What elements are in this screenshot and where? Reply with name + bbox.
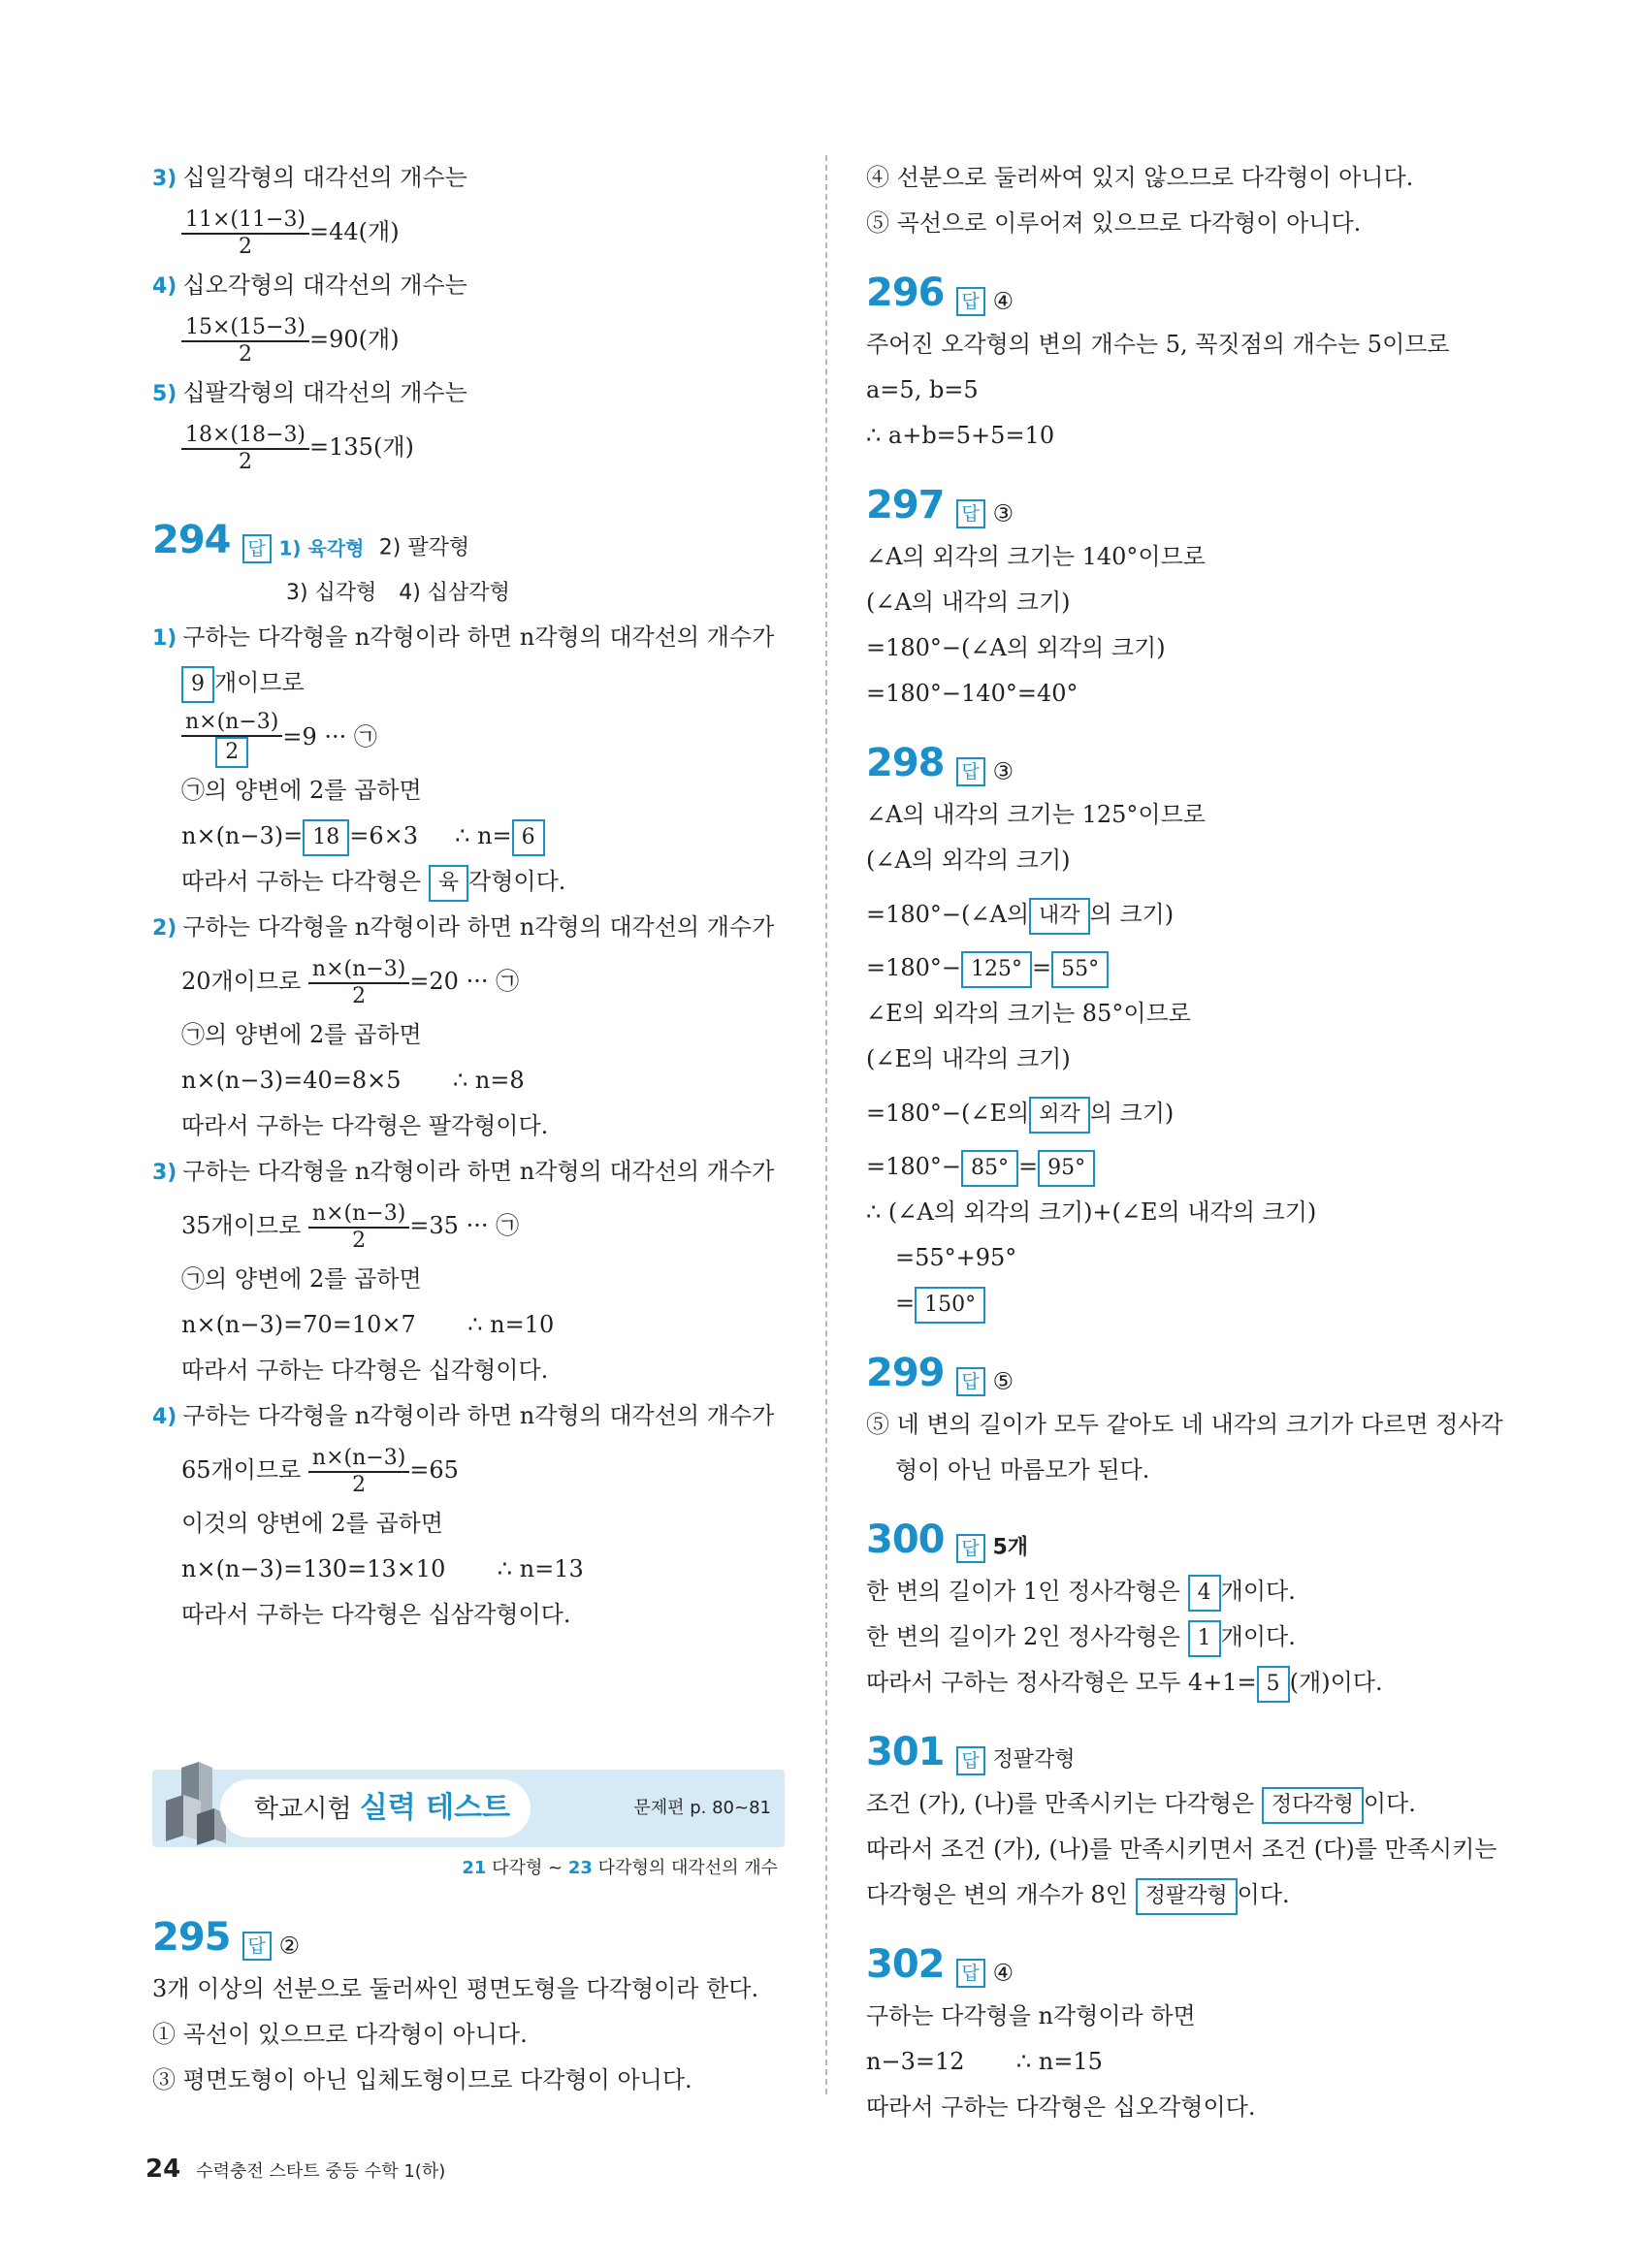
text-span: =55°+95° xyxy=(895,1244,1017,1271)
text-span: 답 xyxy=(956,757,985,786)
text-span: 따라서 구하는 다각형은 십삼각형이다. xyxy=(181,1601,571,1628)
text-line xyxy=(866,1144,1506,1190)
text-line xyxy=(866,322,1506,367)
text-span: n×(n−3)= xyxy=(181,822,304,849)
text-span: (∠A의 내각의 크기) xyxy=(866,589,1071,616)
text-line xyxy=(152,1501,792,1547)
text-span: ∴ n=8 xyxy=(452,1067,525,1094)
text-span: =180°−(∠E의 xyxy=(866,1100,1030,1127)
text-line xyxy=(152,416,792,478)
text-span: =180°−(∠A의 xyxy=(866,901,1030,928)
text-line xyxy=(866,945,1506,991)
text-span: 21 xyxy=(462,1858,487,1878)
text-span: 형이 아닌 마름모가 된다. xyxy=(895,1456,1150,1484)
text-span: 3개 이상의 선분으로 둘러싸인 평면도형을 다각형이라 한다. xyxy=(152,1975,759,2002)
text-span: 301 xyxy=(866,1730,945,1774)
text-line xyxy=(866,201,1506,246)
text-span: =180°−(∠A의 외각의 크기) xyxy=(866,634,1166,661)
text-span: 조건 (가), (나)를 만족시키는 다각형은 xyxy=(866,1790,1255,1817)
text-span: =180°− xyxy=(866,1153,962,1180)
text-span: 3) 십각형 xyxy=(286,581,377,605)
text-span: ③ xyxy=(992,499,1014,527)
text-line xyxy=(152,1149,792,1195)
text-span: 296 xyxy=(866,271,945,315)
text-span: n×(n−3) xyxy=(308,957,409,984)
text-span: 300 xyxy=(866,1517,945,1562)
text-line xyxy=(866,1448,1506,1493)
text-span: ∴ n=15 xyxy=(1015,2048,1103,2075)
text-span: 3) xyxy=(152,1161,177,1185)
text-span: ∴ (∠A의 외각의 크기)+(∠E의 내각의 크기) xyxy=(866,1198,1317,1226)
text-line xyxy=(866,625,1506,671)
text-line xyxy=(152,1058,792,1103)
text-line xyxy=(152,1103,792,1149)
text-line xyxy=(866,1872,1506,1918)
text-span: 2 xyxy=(215,737,248,768)
text-span: 2 xyxy=(352,1472,367,1497)
text-line xyxy=(152,615,792,660)
text-span: 정팔각형 xyxy=(992,1747,1076,1773)
text-span: ㉠의 양변에 2를 곱하면 xyxy=(181,1021,422,1048)
text-span: n×(n−3) xyxy=(308,1201,409,1229)
text-line xyxy=(152,859,792,905)
text-line xyxy=(152,768,792,814)
answer-box: 5 xyxy=(1257,1666,1290,1703)
text-span: ∴ n=13 xyxy=(497,1555,584,1582)
text-span: 1) 육각형 xyxy=(278,536,365,560)
text-line xyxy=(866,1281,1506,1326)
text-span: (개)이다. xyxy=(1289,1669,1383,1696)
text-span: 2 xyxy=(352,983,367,1008)
text-span: 65개이므로 xyxy=(181,1456,302,1484)
text-span: 4) xyxy=(152,1405,177,1429)
text-span: 2 xyxy=(239,449,253,474)
text-span: 4) 십삼각형 xyxy=(399,581,510,605)
text-span: n×(n−3) xyxy=(308,1446,409,1473)
text-line xyxy=(866,1827,1506,1872)
text-span: ⑤ xyxy=(992,1367,1014,1395)
answer-box: 9 xyxy=(181,666,214,703)
text-line xyxy=(152,1908,792,1966)
text-span: 2 xyxy=(352,1228,367,1253)
text-span: 구하는 다각형을 n각형이라 하면 n각형의 대각선의 개수가 xyxy=(182,623,775,651)
text-line xyxy=(152,660,792,706)
answer-box: 외각 xyxy=(1029,1097,1090,1134)
text-line xyxy=(866,991,1506,1037)
text-line xyxy=(152,1012,792,1058)
text-line xyxy=(152,814,792,859)
text-span: 4) xyxy=(152,274,177,299)
text-span: 답 xyxy=(242,1932,272,1961)
text-line xyxy=(152,1195,792,1257)
text-span: 개이므로 xyxy=(214,669,305,696)
answer-box: 정팔각형 xyxy=(1136,1878,1238,1915)
problem-295 xyxy=(152,1908,792,2103)
text-line xyxy=(152,950,792,1012)
text-span: ⑤ 곡선으로 이루어져 있으므로 다각형이 아니다. xyxy=(866,209,1362,237)
problem-302-header xyxy=(866,1935,1506,1994)
text-span: 답 xyxy=(956,1534,985,1563)
text-span: ④ xyxy=(992,1959,1014,1987)
text-span: 18×(18−3) xyxy=(181,423,309,450)
text-line xyxy=(152,308,792,370)
text-line xyxy=(152,905,792,950)
answer-box: 내각 xyxy=(1029,898,1090,935)
text-line xyxy=(152,2012,792,2058)
text-span: ④ xyxy=(992,287,1014,315)
fraction xyxy=(181,423,309,475)
text-span: 297 xyxy=(866,483,945,527)
text-line xyxy=(152,1547,792,1592)
text-span: =180°−140°=40° xyxy=(866,680,1079,707)
problem-297-header xyxy=(866,476,1506,534)
text-line xyxy=(866,1781,1506,1827)
text-line xyxy=(866,671,1506,717)
answer-box: 1 xyxy=(1188,1620,1221,1657)
text-span: ㉠의 양변에 2를 곱하면 xyxy=(181,1265,422,1293)
text-line xyxy=(866,838,1506,883)
text-span: 따라서 조건 (가), (나)를 만족시키면서 조건 (다)를 만족시키는 xyxy=(866,1836,1497,1863)
text-span: 299 xyxy=(866,1351,945,1395)
answer-294-line2 xyxy=(152,569,792,615)
text-span: n−3=12 xyxy=(866,2048,965,2075)
problem-299-header xyxy=(866,1344,1506,1402)
text-line xyxy=(866,580,1506,625)
text-line xyxy=(152,1348,792,1393)
text-line xyxy=(152,201,792,263)
answer-box: 4 xyxy=(1188,1575,1221,1612)
fraction xyxy=(308,957,409,1009)
answer-box: 6 xyxy=(512,819,545,856)
fraction xyxy=(181,315,309,367)
text-line xyxy=(152,1439,792,1501)
text-span: n×(n−3)=70=10×7 xyxy=(181,1311,416,1338)
text-line xyxy=(866,1082,1506,1144)
answer-box: 125° xyxy=(961,951,1032,988)
text-span: 개이다. xyxy=(1220,1623,1296,1650)
text-span: 20개이므로 xyxy=(181,968,302,995)
text-span: = xyxy=(1018,1153,1039,1180)
text-span: 23 xyxy=(567,1858,593,1878)
text-line xyxy=(152,1257,792,1302)
text-span: 구하는 다각형을 n각형이라 하면 n각형의 대각선의 개수가 xyxy=(182,1158,775,1185)
text-span: 한 변의 길이가 2인 정사각형은 xyxy=(866,1623,1180,1650)
text-span: 302 xyxy=(866,1942,945,1987)
text-span: ② xyxy=(278,1932,301,1960)
text-span: 한 변의 길이가 1인 정사각형은 xyxy=(866,1578,1180,1605)
text-span: = xyxy=(895,1290,916,1317)
column-divider xyxy=(825,155,827,2094)
text-span: 실력 테스트 xyxy=(359,1791,511,1825)
text-line xyxy=(866,1569,1506,1614)
text-span: 구하는 다각형을 n각형이라 하면 n각형의 대각선의 개수가 xyxy=(182,1402,775,1429)
text-span: 십오각형의 대각선의 개수는 xyxy=(182,272,467,299)
text-span: =44(개) xyxy=(309,218,400,245)
answer-box: 18 xyxy=(303,819,349,856)
text-span: ④ 선분으로 둘러싸여 있지 않으므로 다각형이 아니다. xyxy=(866,164,1414,191)
text-line xyxy=(152,155,792,201)
text-span: 답 xyxy=(956,287,985,316)
fraction xyxy=(308,1201,409,1254)
banner-title xyxy=(254,1779,510,1837)
answer-box: 정다각형 xyxy=(1262,1787,1364,1824)
text-line xyxy=(866,792,1506,838)
answer-badge: 답 xyxy=(242,534,272,563)
text-line xyxy=(866,1994,1506,2039)
banner-reference: 문제편 p. 80~81 xyxy=(633,1798,771,1818)
text-line xyxy=(866,367,1506,413)
text-span: ∠E의 외각의 크기는 85°이므로 xyxy=(866,1000,1191,1027)
text-span: =20 ··· ㉠ xyxy=(409,968,520,995)
text-line xyxy=(866,2039,1506,2085)
text-span: 개이다. xyxy=(1220,1578,1296,1605)
text-span: 주어진 오각형의 변의 개수는 5, 꼭짓점의 개수는 5이므로 xyxy=(866,331,1450,358)
text-span: 따라서 구하는 다각형은 십각형이다. xyxy=(181,1357,549,1384)
text-span: n×(n−3)=40=8×5 xyxy=(181,1067,402,1094)
text-span: 이것의 양변에 2를 곱하면 xyxy=(181,1510,443,1537)
text-span: 따라서 구하는 다각형은 팔각형이다. xyxy=(181,1112,549,1139)
text-span: 구하는 다각형을 n각형이라 하면 n각형의 대각선의 개수가 xyxy=(182,913,775,941)
text-span: =135(개) xyxy=(309,433,414,461)
text-line xyxy=(866,413,1506,459)
text-line xyxy=(866,534,1506,580)
text-span: ∠A의 내각의 크기는 125°이므로 xyxy=(866,801,1206,828)
text-span: 이다. xyxy=(1363,1790,1416,1817)
text-span: 298 xyxy=(866,741,945,785)
text-span: 의 크기) xyxy=(1089,1100,1175,1127)
left-column xyxy=(152,155,792,1638)
text-span: 따라서 구하는 정사각형은 모두 4+1= xyxy=(866,1669,1257,1696)
problem-296-header xyxy=(866,264,1506,322)
text-span: 다각형 ~ xyxy=(492,1858,563,1878)
text-span: (∠E의 내각의 크기) xyxy=(866,1045,1071,1072)
text-span: 11×(11−3) xyxy=(181,208,309,235)
text-line xyxy=(866,1037,1506,1082)
problem-298-header xyxy=(866,734,1506,792)
text-span: ③ 평면도형이 아닌 입체도형이므로 다각형이 아니다. xyxy=(152,2066,692,2093)
text-span: ⑤ 네 변의 길이가 모두 같아도 네 내각의 크기가 다르면 정사각 xyxy=(866,1411,1503,1438)
text-span: =65 xyxy=(409,1456,459,1484)
right-column xyxy=(866,155,1506,2130)
text-span: 답 xyxy=(956,499,985,528)
text-line xyxy=(152,1393,792,1439)
text-span: 295 xyxy=(152,1915,231,1960)
text-line xyxy=(866,1614,1506,1660)
text-span: 2) 팔각형 xyxy=(378,535,470,560)
text-span: 다각형은 변의 개수가 8인 xyxy=(866,1881,1128,1908)
problem-301-header xyxy=(866,1723,1506,1781)
problem-300-header xyxy=(866,1511,1506,1569)
text-span: ㉠의 양변에 2를 곱하면 xyxy=(181,777,422,804)
section-subtitle xyxy=(152,1854,778,1879)
text-span: n×(n−3) xyxy=(181,710,282,737)
text-span: 2) xyxy=(152,916,177,941)
text-span: 35개이므로 xyxy=(181,1212,302,1239)
text-span: 따라서 구하는 다각형은 십오각형이다. xyxy=(866,2093,1256,2121)
text-span: 의 크기) xyxy=(1089,901,1175,928)
text-line xyxy=(152,370,792,416)
fraction xyxy=(181,208,309,260)
cubes-icon xyxy=(162,1758,230,1845)
answer-box: 150° xyxy=(915,1287,985,1324)
text-line xyxy=(152,706,792,768)
text-span: =180°− xyxy=(866,954,962,981)
text-line xyxy=(866,1402,1506,1448)
text-line xyxy=(866,1190,1506,1235)
text-span: 각형이다. xyxy=(468,868,566,895)
text-span: = xyxy=(1032,954,1052,981)
text-span: 5) xyxy=(152,382,177,406)
answer-box: 95° xyxy=(1038,1150,1095,1187)
problem-number: 294 xyxy=(152,518,231,562)
text-line xyxy=(152,2058,792,2103)
text-span: 1) xyxy=(152,626,177,651)
text-span: 십팔각형의 대각선의 개수는 xyxy=(182,379,467,406)
answer-box: 85° xyxy=(961,1150,1018,1187)
text-span: =35 ··· ㉠ xyxy=(409,1212,520,1239)
text-span: ① 곡선이 있으므로 다각형이 아니다. xyxy=(152,2021,528,2048)
text-span: 십일각형의 대각선의 개수는 xyxy=(182,164,467,191)
text-span: (∠A의 외각의 크기) xyxy=(866,847,1071,874)
text-span: 15×(15−3) xyxy=(181,315,309,342)
fraction xyxy=(308,1446,409,1498)
text-line xyxy=(866,1235,1506,1281)
section-banner xyxy=(152,1770,785,1847)
text-span: 3) xyxy=(152,167,177,191)
text-span: ∠A의 외각의 크기는 140°이므로 xyxy=(866,543,1206,570)
text-span: 다각형의 대각선의 개수 xyxy=(597,1858,778,1878)
text-span: 따라서 구하는 다각형은 xyxy=(181,868,422,895)
text-line xyxy=(866,2085,1506,2130)
text-line xyxy=(152,263,792,308)
text-span: 답 xyxy=(956,1746,985,1775)
text-span: 답 xyxy=(956,1959,985,1988)
text-line xyxy=(866,883,1506,945)
text-line xyxy=(152,1966,792,2012)
text-span: 5개 xyxy=(992,1535,1029,1560)
text-line xyxy=(152,1592,792,1638)
text-span: =9 ··· ㉠ xyxy=(282,723,377,751)
text-span: 이다. xyxy=(1237,1881,1290,1908)
text-line xyxy=(866,1660,1506,1706)
text-line xyxy=(152,1302,792,1348)
text-span: ∴ a+b=5+5=10 xyxy=(866,422,1055,449)
text-span: 답 xyxy=(956,1367,985,1396)
text-span: 구하는 다각형을 n각형이라 하면 xyxy=(866,2002,1196,2029)
text-span: =90(개) xyxy=(309,326,400,353)
page-number: 24 xyxy=(145,2155,181,2184)
text-span: =6×3 xyxy=(349,822,419,849)
book-title: 수력충전 스타트 중등 수학 1(하) xyxy=(196,2161,446,2182)
text-span: n×(n−3)=130=13×10 xyxy=(181,1555,446,1582)
page-footer xyxy=(145,2155,445,2184)
text-span: 2 xyxy=(239,341,253,367)
fraction xyxy=(181,710,282,768)
text-span: ③ xyxy=(992,757,1014,785)
text-span: 2 xyxy=(239,234,253,259)
answer-box: 55° xyxy=(1051,951,1109,988)
text-span: ∴ n=10 xyxy=(467,1311,555,1338)
answer-box: 육 xyxy=(429,865,468,902)
text-span: a=5, b=5 xyxy=(866,376,979,403)
text-line xyxy=(866,155,1506,201)
problem-294-header xyxy=(152,511,792,569)
text-span: ∴ n= xyxy=(455,822,512,849)
text-span: 학교시험 xyxy=(254,1795,352,1824)
